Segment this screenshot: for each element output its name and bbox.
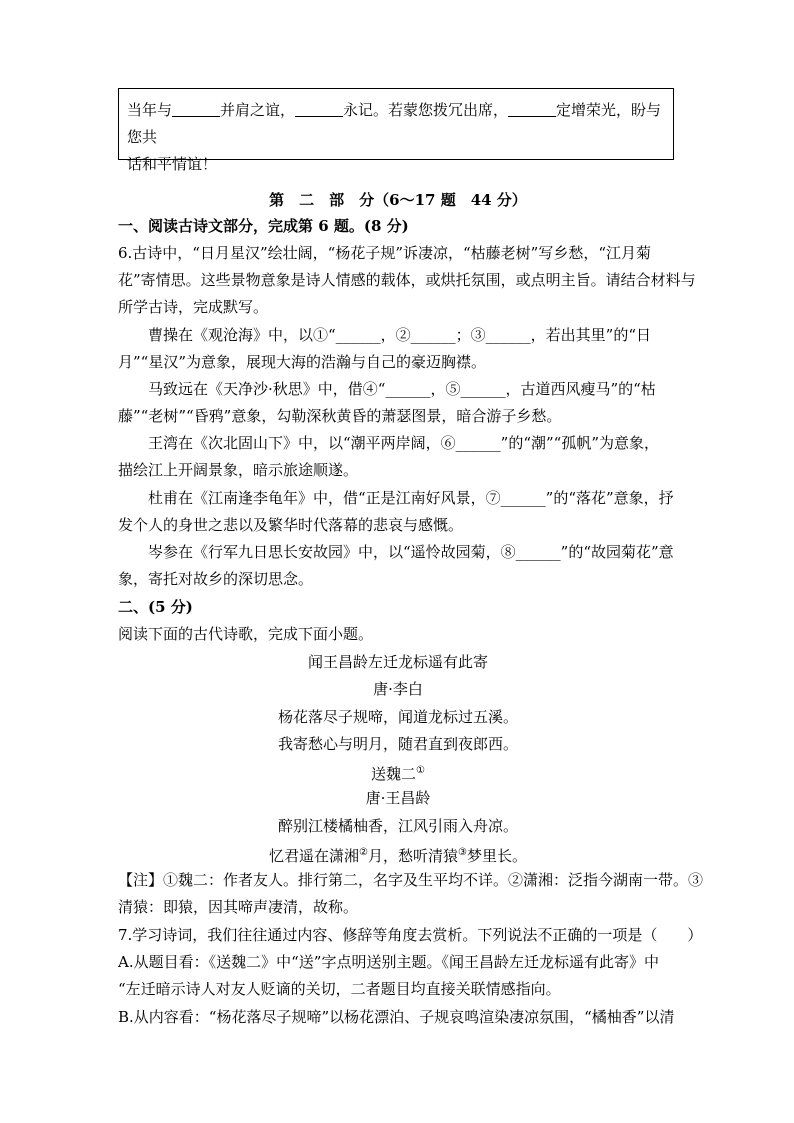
q7-option-a: A.从题目看：《送魏二》中“送”字点明送别主题。《闻王昌龄左迁龙标遥有此寄》中 [118,953,659,971]
q6-stem-line: 所学古诗，完成默写。 [118,298,269,316]
q6-du-line: 杜甫在《江南逢李龟年》中，借“正是江南好风景，⑦______”的“落花”意象，抒 [148,489,674,507]
q6-wang-line: 描绘江上开阔景象，暗示旅途顺遂。 [118,461,359,479]
poem2-line [118,843,678,866]
poem1-line: 我寄愁心与明月，随君直到夜郎西。 [277,735,518,753]
part-two-title: 第 二 部 分（6～17 题 44 分） [269,191,527,209]
section-two-intro: 阅读下面的古代诗歌，完成下面小题。 [118,625,374,643]
poem2-line: 醉别江楼橘柚香，江风引雨入舟凉。 [277,817,518,835]
footnote-marker: ② [359,847,368,858]
poem2-title [118,761,678,784]
q6-stem-line: 花”寄情思。这些景物意象是诗人情感的载体，或烘托氛围，或点明主旨。请结合材料与 [118,271,696,289]
q6-cen-line: 岑参在《行军九日思长安故园》中，以“遥怜故园菊，⑧______”的“故园菊花”意 [148,543,674,561]
poem1-title: 闻王昌龄左迁龙标遥有此寄 [307,653,488,671]
q6-wang-line: 王湾在《次北固山下》中，以“潮平两岸阔，⑥______”的“潮”“孤帆”为意象， [148,434,660,452]
poem2-text: 月，愁听清猿 [367,847,458,865]
poem2-text: 梦里长。 [466,847,527,865]
q6-du-line: 发个人的身世之悲以及繁华时代落幕的悲哀与感慨。 [118,516,464,534]
poem1-line: 杨花落尽子规啼，闻道龙标过五溪。 [277,708,518,726]
q7-option-b: B.从内容看：“杨花落尽子规啼”以杨花漂泊、子规哀鸣渲染凄凉氛围，“橘柚香”以清 [118,1008,675,1026]
fill-blank[interactable] [172,102,220,117]
invitation-box [118,88,674,173]
section-one-heading: 一、阅读古诗文部分，完成第 6 题。(8 分) [118,217,409,235]
q6-ma-line: 藤”“老树”“昏鸦”意象，勾勒深秋黄昏的萧瑟图景，暗合游子乡愁。 [118,407,562,425]
footnote-marker: ③ [458,847,467,858]
q6-stem-line: 6.古诗中，“日月星汉”绘壮阔，“杨花子规”诉凄凉，“枯藤老树”写乡愁，“江月菊 [118,244,651,262]
poem2-text: 忆君遥在潇湘 [269,847,360,865]
q6-caocao-line: 曹操在《观沧海》中，以①“______，②______；③______，若出其里”的“日 [148,326,652,344]
poem1-author: 唐·李白 [373,680,423,698]
box-text: 当年与 [127,101,173,119]
q6-caocao-line: 月”“星汉”为意象，展现大海的浩瀚与自己的豪迈胸襟。 [118,353,487,371]
q7-stem: 7.学习诗词，我们往往通过内容、修辞等角度去赏析。下列说法不正确的一项是（ ） [118,926,703,944]
box-text: 永记。若蒙您拨冗出席， [343,101,509,119]
box-line-1 [127,97,665,151]
q6-ma-line: 马致远在《天净沙·秋思》中，借④“______，⑤______，古道西风瘦马”的“枯 [148,380,656,398]
q7-option-a: “左迁暗示诗人对友人贬谪的关切，二者题目均直接关联情感指向。 [118,980,561,998]
section-two-heading: 二、(5 分) [118,598,193,616]
poem2-author: 唐·王昌龄 [365,789,431,807]
note-line: 清猿：即猿，因其啼声凄清，故称。 [118,898,359,916]
note-line: 【注】①魏二：作者友人。排行第二，名字及生平均不详。②潇湘：泛指今湖南一带。③ [118,871,704,889]
footnote-marker: ① [416,765,425,776]
fill-blank[interactable] [508,102,556,117]
q6-cen-line: 象，寄托对故乡的深切思念。 [118,570,314,588]
box-text: 定增荣光，盼与您共 [127,101,662,146]
fill-blank[interactable] [295,102,343,117]
poem2-title-text: 送魏二 [371,765,417,783]
box-text: 并肩之谊， [220,101,296,119]
box-line-2: 话和平情谊！ [127,155,218,173]
